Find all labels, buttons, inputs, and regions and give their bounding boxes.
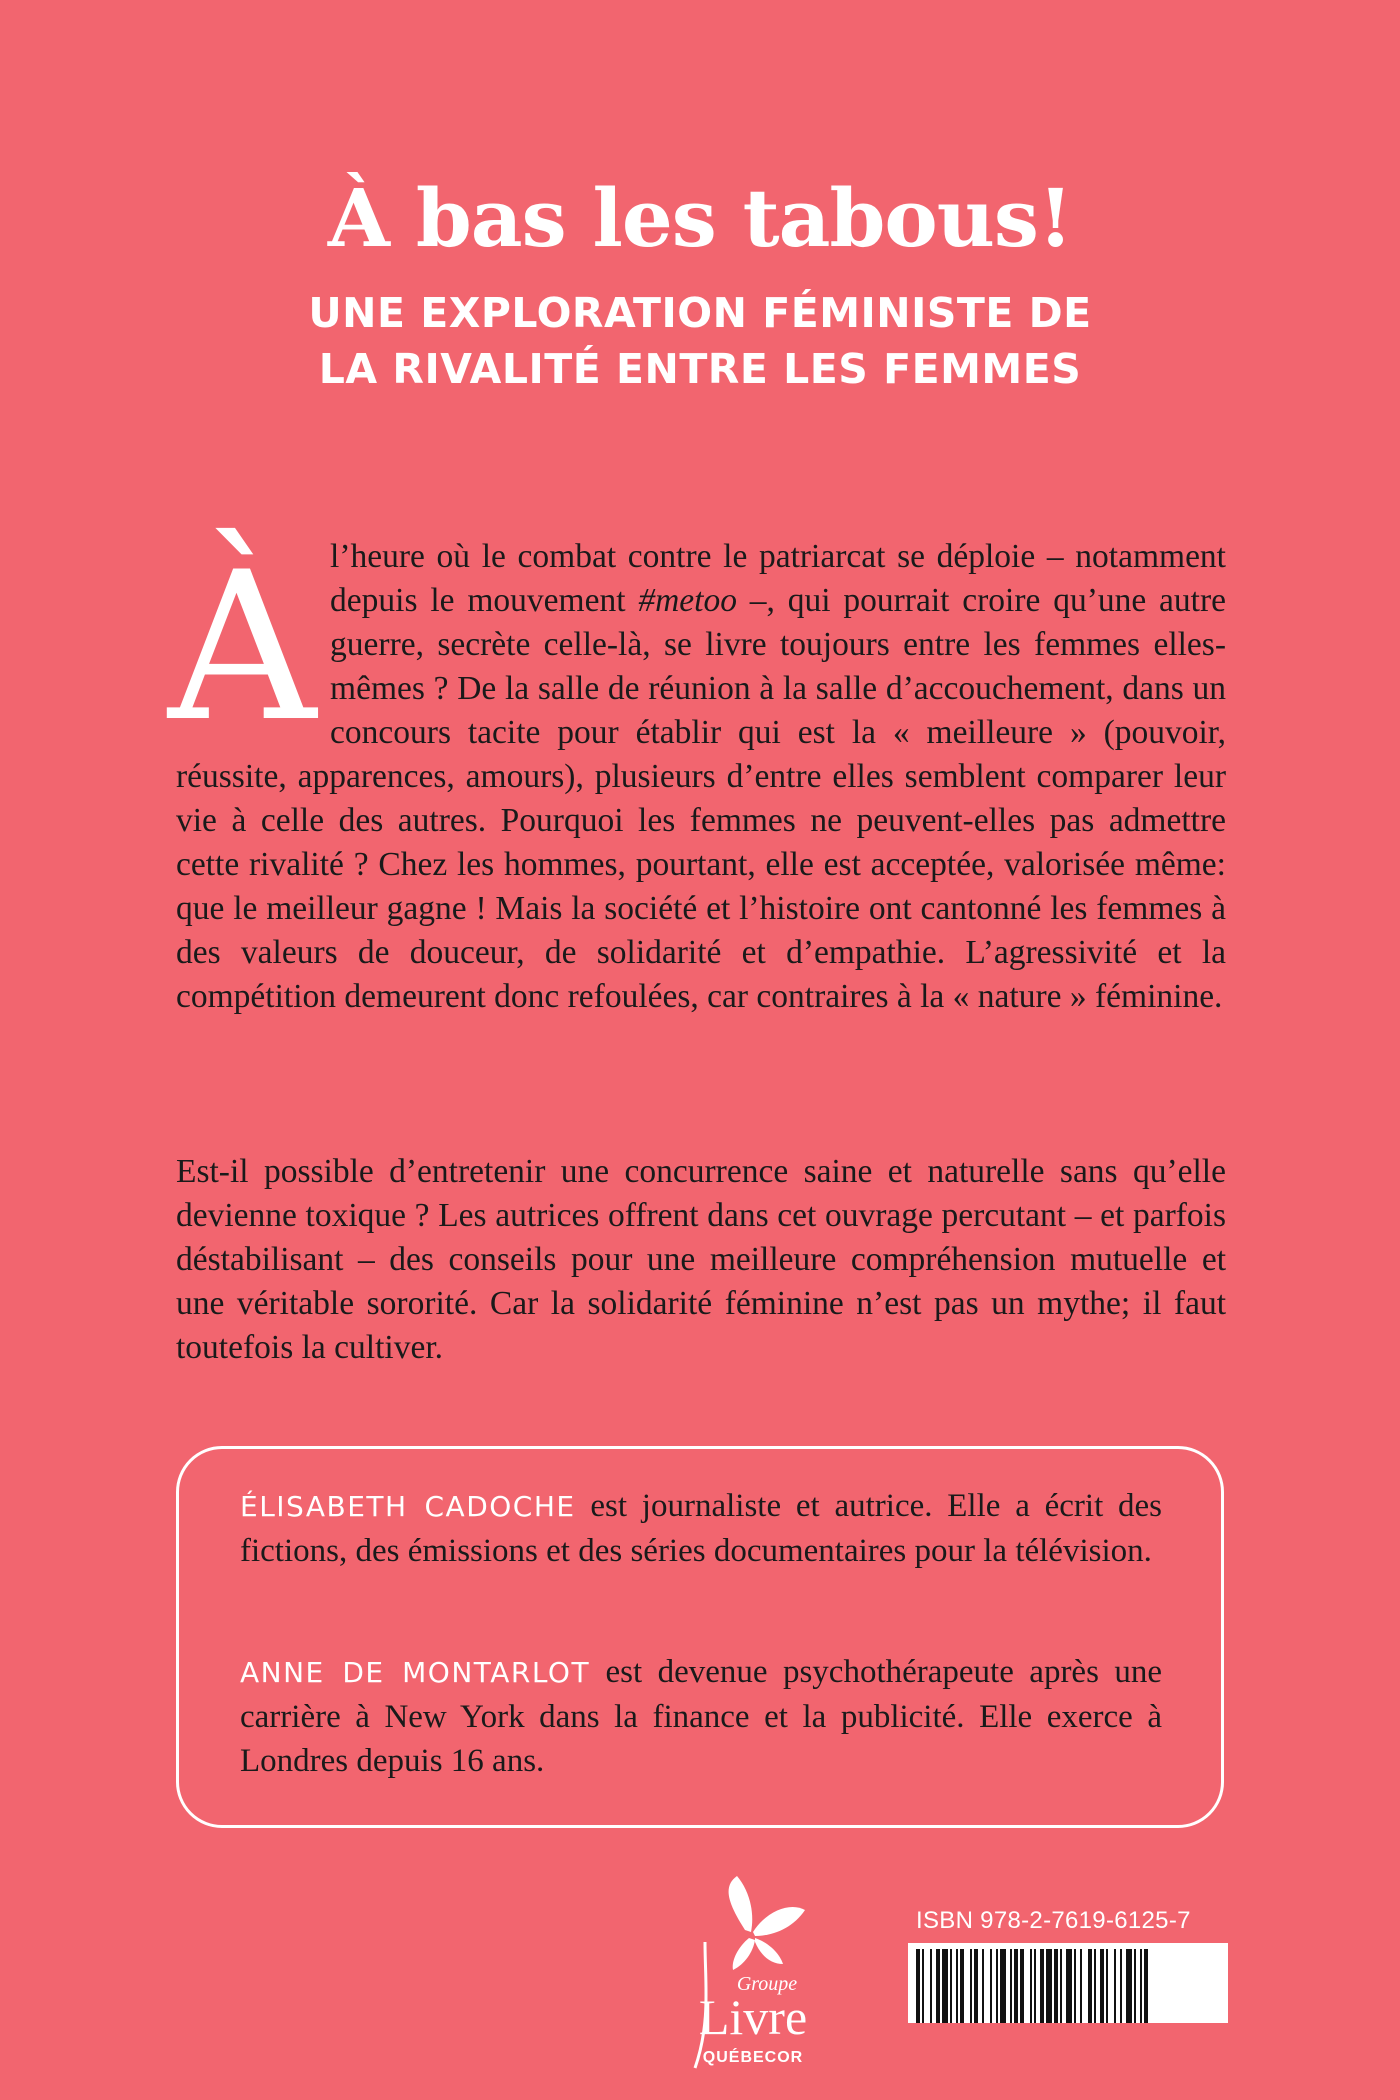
- isbn-number: ISBN 978-2-7619-6125-7: [916, 1907, 1191, 1934]
- barcode-bar: [960, 1949, 964, 2023]
- publisher-parent: QUÉBECOR: [702, 2049, 804, 2066]
- barcode-bar: [1134, 1949, 1136, 2023]
- subtitle-line-1: UNE EXPLORATION FÉMINISTE DE: [308, 289, 1092, 337]
- author-name: ANNE DE MONTARLOT: [240, 1656, 591, 1689]
- barcode-bar: [1030, 1949, 1032, 2023]
- barcode-bar: [1094, 1949, 1096, 2023]
- barcode-bar: [956, 1949, 958, 2023]
- publisher-logo: [675, 1872, 835, 2082]
- barcode-bar: [1020, 1949, 1024, 2023]
- barcode-bar: [1034, 1949, 1036, 2023]
- barcode-bar: [950, 1949, 952, 2023]
- blurb-text: l’heure où le combat contre le patriarcat se déploie – notamment depuis le mouvement: [330, 538, 1226, 619]
- barcode-bar: [1140, 1949, 1142, 2023]
- barcode-bar: [1144, 1949, 1148, 2023]
- barcode-bar: [930, 1949, 932, 2023]
- barcode-bar: [942, 1949, 948, 2023]
- barcode-bar: [982, 1949, 984, 2023]
- barcode-bar: [1126, 1949, 1132, 2023]
- publisher-group-label: Groupe: [736, 1973, 798, 1995]
- book-title: À bas les tabous!: [327, 171, 1073, 265]
- barcode-bar: [922, 1949, 924, 2023]
- blurb-text: –, qui pourrait croire qu’une autre guerre, secrète celle-là, se livre toujours entre les femmes elles-mêmes ? De la salle de réunion à la salle d’accouchement, dans un concours tacite pour établir qui est la « meilleure » (pouvoir, réussite, apparences, amours), plusieurs d’entre elles semblent comparer leur vie à celle des autres. Pourquoi les femmes ne peuvent-elles pas admettre cette rivalité ? Chez les hommes, pourtant, elle est acceptée, valorisée même: que le meilleur gagne ! Mais la société et l’histoire ont cantonné les femmes à des valeurs de douceur, de solidarité et d’empathie. L’agressivité et la compétition demeurent donc refoulées, car contraires à la « nature » féminine.: [176, 582, 1226, 1015]
- author-name: ÉLISABETH CADOCHE: [240, 1490, 576, 1523]
- drop-cap: À: [168, 529, 317, 767]
- book-subtitle: [0, 285, 1400, 397]
- author-bio-text: est journaliste et autrice. Elle a écrit des fictions, des émissions et des séries documentaires pour la télévision.: [240, 1488, 1163, 1569]
- barcode-bar: [1054, 1949, 1058, 2023]
- barcode-bar: [974, 1949, 978, 2023]
- author-bio-1: [240, 1484, 1162, 1573]
- barcode-bar: [1106, 1949, 1108, 2023]
- blurb-paragraph-2: Est-il possible d’entretenir une concurrence saine et naturelle sans qu’elle devienne toxique ? Les autrices offrent dans cet ouvrage percutant – et parfois déstabilisant – des conseils pour une meilleure compréhension mutuelle et une véritable sororité. Car la solidarité féminine n’est pas un mythe; il faut toutefois la cultiver.: [176, 1153, 1226, 1366]
- barcode-bar: [1088, 1949, 1092, 2023]
- hashtag-metoo: #metoo: [638, 582, 737, 619]
- butterfly-icon: [729, 1876, 805, 1970]
- barcode-bar: [1046, 1949, 1052, 2023]
- barcode-bar: [1100, 1949, 1104, 2023]
- blurb-paragraph-1: [168, 529, 1226, 1019]
- author-bio-2: [240, 1650, 1162, 1783]
- barcode-bar: [970, 1949, 972, 2023]
- barcode-bar: [936, 1949, 940, 2023]
- subtitle-line-2: LA RIVALITÉ ENTRE LES FEMMES: [318, 345, 1082, 393]
- barcode-bar: [1120, 1949, 1122, 2023]
- barcode-bar: [1040, 1949, 1044, 2023]
- barcode-bar: [1080, 1949, 1082, 2023]
- barcode-bar: [1066, 1949, 1072, 2023]
- barcode-bar: [1014, 1949, 1018, 2023]
- barcode-bar: [1000, 1949, 1006, 2023]
- barcode-bar: [916, 1949, 920, 2023]
- author-bio-text: est devenue psychothérapeute après une carrière à New York dans la finance et la publicité. Elle exerce à Londres depuis 16 ans.: [240, 1654, 1162, 1779]
- barcode-bar: [990, 1949, 992, 2023]
- barcode-bar: [1114, 1949, 1116, 2023]
- publisher-name: Livre: [698, 1989, 808, 2045]
- barcode-bar: [996, 1949, 998, 2023]
- barcode-bar: [1010, 1949, 1012, 2023]
- barcode-bar: [1060, 1949, 1062, 2023]
- barcode-bar: [1074, 1949, 1076, 2023]
- barcode: [908, 1943, 1228, 2023]
